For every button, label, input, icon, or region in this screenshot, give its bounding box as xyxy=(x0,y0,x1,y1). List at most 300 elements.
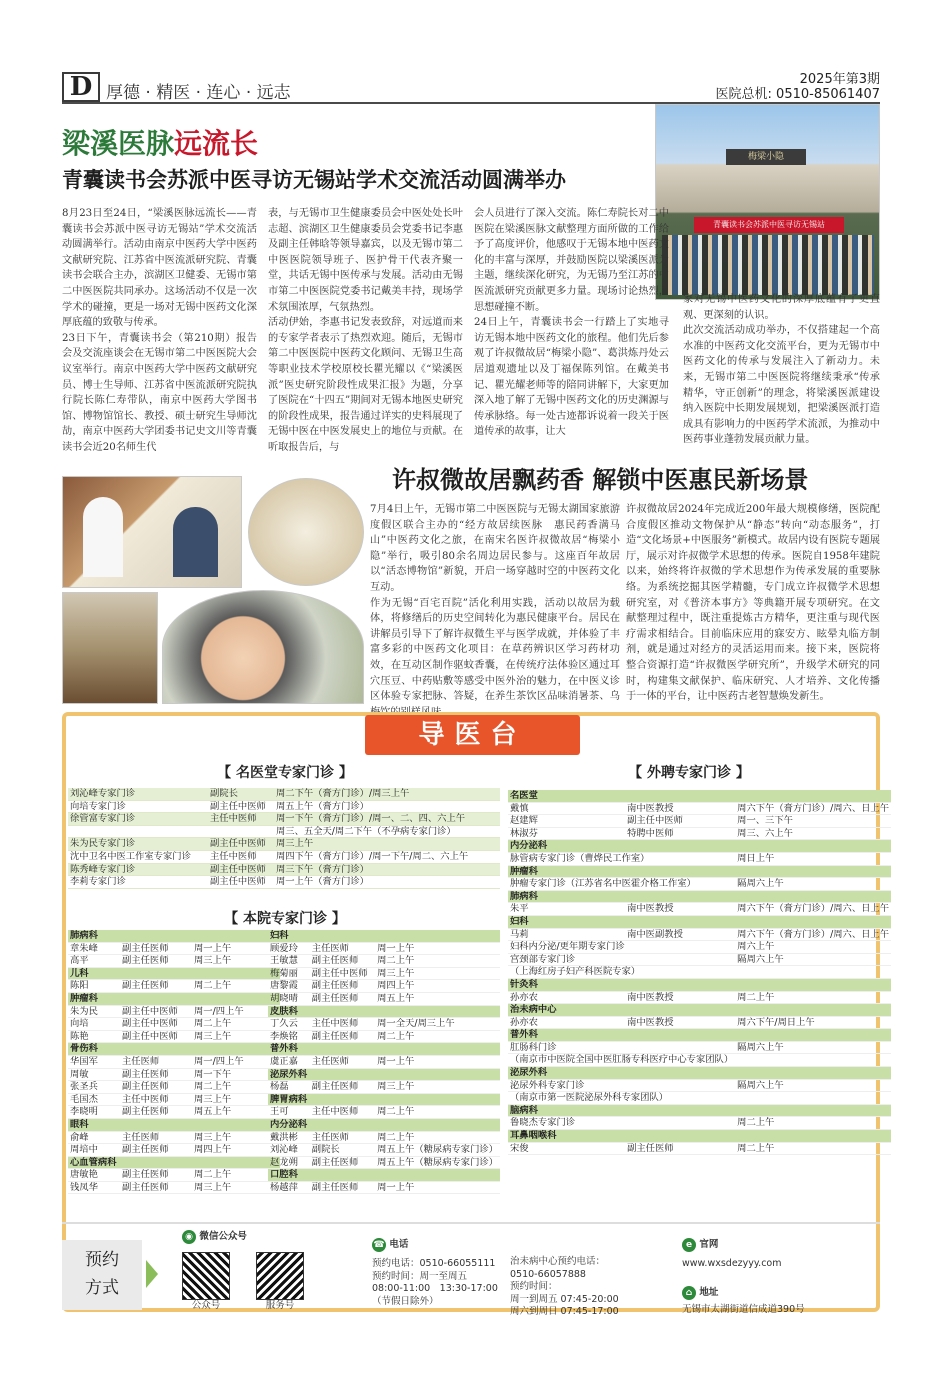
dept-name: 耳鼻咽喉科 xyxy=(508,1130,891,1143)
table-row xyxy=(268,1030,500,1043)
time-cell: 周四上午 xyxy=(375,980,500,993)
table-row xyxy=(68,1131,280,1144)
table-row xyxy=(508,928,891,941)
doctor-cell: 孙亦农 xyxy=(508,991,625,1004)
web-block xyxy=(682,1238,781,1271)
booking-label-1: 预约 xyxy=(85,1250,119,1270)
guide-title: 导医台 xyxy=(365,715,580,755)
time-cell: 周五上午（膏方门诊） xyxy=(274,800,500,813)
title-cell: 副主任中医师 xyxy=(208,876,274,889)
dept-row xyxy=(508,1130,891,1143)
article1-col1: 8月23日至24日，“梁溪医脉远流长——青囊读书会苏派中医寻访无锡站”学术交流活动圆满举行。活动由南京中医药大学中医药文献研究院、江苏省中医流派研究院、青囊读书会联合主办，滨湖区卫健委、无锡市第二中医医院共同承办。这场活动不仅是一次学术的碰撞，更是一场对无锡中医药文化深厚底蕴的致敬与传承。 23日下午，青囊读书会（第210期）报告会及交流座谈会在无锡市第二中医医院大会议室举行。南京中医药大学中医药文献研究员、博士生导师、江苏省中医流派研究院执行院长陈仁寿带队，南京中医药大学图书馆、博物馆馆长、教授、硕士研究生导师沈劼，南京中医药大学团委书记史文川等青囊读书会近20名师生代 xyxy=(62,208,257,453)
footer xyxy=(62,1222,880,1322)
time-cell: 周二上午 xyxy=(192,1018,280,1031)
gate-sign: 梅梁小隐 xyxy=(726,149,806,165)
time-cell xyxy=(735,966,891,979)
doctor-cell: 李焕铭 xyxy=(268,1030,310,1043)
dept-name: 普外科 xyxy=(268,1043,500,1056)
article1-title xyxy=(62,122,258,162)
phone-title: 电话 xyxy=(389,1239,409,1250)
phone-line: 08:00-11:00 13:30-17:00 xyxy=(372,1283,498,1294)
table-row xyxy=(68,955,280,968)
dept-row xyxy=(268,930,500,942)
photo-ear-therapy xyxy=(162,590,364,704)
table-row xyxy=(508,878,891,891)
dept-row xyxy=(508,978,891,991)
arrow-icon xyxy=(146,1260,158,1288)
table-row xyxy=(268,967,500,980)
dept-name: 皮肤科 xyxy=(268,1005,500,1018)
table-row xyxy=(68,1181,280,1194)
doctor-cell: 华国军 xyxy=(68,1055,120,1068)
photo-hall xyxy=(62,592,158,704)
time-cell: 周六下午（膏方门诊）/周六、日上午 xyxy=(737,928,890,940)
doctor-cell: 虞正嘉 xyxy=(268,1055,310,1068)
phone-line: 预约电话：0510-66055111 xyxy=(372,1258,496,1269)
doctor-cell: 肿瘤专家门诊（江苏省名中医霍介格工作室） xyxy=(508,878,735,891)
doctor-cell: 周培中 xyxy=(68,1144,120,1157)
title-cell: 副主任医师 xyxy=(120,1169,192,1182)
doctor-cell: 马莉 xyxy=(508,928,625,941)
wechat-title: 微信公众号 xyxy=(199,1231,247,1242)
title-cell: 副主任医师 xyxy=(310,980,375,993)
time-cell: 周六下午/周日上午 xyxy=(735,1016,891,1029)
title-cell: 副主任医师 xyxy=(310,955,375,968)
title-cell: 副主任医师 xyxy=(310,1081,375,1094)
time-cell: 周二上午 xyxy=(192,980,280,993)
table-row xyxy=(268,1144,500,1157)
article2-col2: 许叔微故居2024年完成近200年最大规模修缮，医院配合度假区推动文物保护从“静态”转向“动态服务”，打造“文化场景+中医服务”新模式。故居内设有医院专题展厅，展示对许叔微学术思想的传承。医院自1958年建院以来，始终将许叔微的学术思想作为传承发展的重要脉络。为系统挖掘其医学精髓，专门成立许叔微学术思想研究室，对《普济本事方》等典籍开展专项研究。在文献整理过程中，既注重提炼古方精华，更注重与现代医疗需求相结合。目前临床应用的寐安方、眩晕丸临方制剂，就是通过对经方的灵活运用而来。接下来，医院将整合资源打造“许叔微医学研究所”，升级学术研究的同时，构建集文献保护、临床研究、人才培养、文化传播于一体的平台，让中医药古老智慧焕发新生。 xyxy=(626,504,880,703)
title-cell: 副主任医师 xyxy=(120,1106,192,1119)
doctor-cell: 章朱峰 xyxy=(68,942,120,955)
table-row xyxy=(508,991,891,1004)
title-cell xyxy=(625,1041,735,1054)
dept-name: 儿科 xyxy=(68,967,280,980)
title-cell: 副主任医师 xyxy=(310,1030,375,1043)
table-row xyxy=(508,1142,891,1155)
doctor-cell: 杨越萍 xyxy=(268,1181,310,1194)
title-cell: 主任医师 xyxy=(120,1055,192,1068)
dept-row xyxy=(508,1004,891,1017)
mingyi-title: 【 名医堂专家门诊 】 xyxy=(217,765,353,781)
dept-row xyxy=(68,1043,280,1056)
title-cell: 副主任医师 xyxy=(310,1156,375,1169)
time-cell: 周二上午 xyxy=(375,955,500,968)
table-row xyxy=(68,1081,280,1094)
title-cell: 主任医师 xyxy=(310,1055,375,1068)
table-row xyxy=(508,1054,891,1067)
dept-row xyxy=(508,915,891,928)
booking-label xyxy=(62,1240,142,1310)
tcm-line: 周六到周日 07:45-17:00 xyxy=(510,1306,619,1317)
photo-clinic xyxy=(62,476,242,588)
dept-row xyxy=(268,1169,500,1182)
doctor-cell: 高平 xyxy=(68,955,120,968)
title-cell: 副主任中医师 xyxy=(625,815,735,828)
phone-lines xyxy=(372,1258,498,1308)
time-cell: 周三上午 xyxy=(192,1093,280,1106)
dept-row xyxy=(508,890,891,903)
dept-name: 骨伤科 xyxy=(68,1043,280,1056)
time-cell: 周三、五全天/周二下午（不孕病专家门诊） xyxy=(274,825,500,838)
time-cell: 隔周六上午 xyxy=(735,878,891,891)
issue-number: 2025年第3期 xyxy=(799,72,880,87)
dept-row xyxy=(268,1068,500,1081)
dept-name: 治未病中心 xyxy=(508,1004,891,1017)
doctor-cell: 杨磊 xyxy=(268,1081,310,1094)
waipin-table xyxy=(508,790,891,1155)
time-cell: 周三上午 xyxy=(375,967,500,980)
dept-name: 内分泌科 xyxy=(268,1118,500,1131)
issue-info xyxy=(716,72,880,102)
doctor-cell: 赵建辉 xyxy=(508,815,625,828)
doctor-cell: 朱为民专家门诊 xyxy=(68,838,208,851)
dept-row xyxy=(68,930,280,942)
doctor-cell: 王敏慧 xyxy=(268,955,310,968)
group-banner: 青囊读书会苏派中医寻访无锡站 xyxy=(694,217,844,233)
dept-row xyxy=(68,1118,280,1131)
time-cell: 周三、六上午 xyxy=(735,827,891,840)
doctor-cell: 周敏 xyxy=(68,1068,120,1081)
dept-row xyxy=(268,1118,500,1131)
table-row xyxy=(68,825,500,838)
title-cell: 副主任中医师 xyxy=(120,1030,192,1043)
doctor-cell: 李晓明 xyxy=(68,1106,120,1119)
time-cell: 周三下午（膏方门诊） xyxy=(274,863,500,876)
time-cell: 周三上午 xyxy=(192,1131,280,1144)
doctor-cell: 毛国杰 xyxy=(68,1093,120,1106)
title-cell: 副主任医师 xyxy=(120,1081,192,1094)
table-row xyxy=(68,1106,280,1119)
table-row xyxy=(508,953,891,966)
time-cell: 周二下午（膏方门诊）/周三上午 xyxy=(274,788,500,800)
title-cell: 副主任医师 xyxy=(120,955,192,968)
time-cell: 周四上午 xyxy=(192,1144,280,1157)
time-cell: 周二上午 xyxy=(735,991,891,1004)
title-cell: 副主任中医师 xyxy=(208,863,274,876)
article1-subtitle: 青囊读书会苏派中医寻访无锡站学术交流活动圆满举办 xyxy=(62,167,566,192)
doctor-cell: 鲁晓杰专家门诊 xyxy=(508,1117,735,1130)
table-row xyxy=(68,876,500,889)
title-cell: 副主任医师 xyxy=(120,980,192,993)
title-cell: 南中医教授 xyxy=(625,991,735,1004)
dept-row xyxy=(68,967,280,980)
dept-row xyxy=(268,1005,500,1018)
doctor-cell: 胡晓晴 xyxy=(268,992,310,1005)
doctor-cell: 戴洪彬 xyxy=(268,1131,310,1144)
time-cell: 周一上午 xyxy=(375,1181,500,1194)
tcm-lines xyxy=(510,1256,619,1319)
dept-name: 眼科 xyxy=(68,1118,280,1131)
title-cell: 主任中医师 xyxy=(310,1106,375,1119)
dept-name: 妇科 xyxy=(268,930,500,942)
time-cell: 周一上午 xyxy=(375,942,500,955)
doctor-cell: 陈阳 xyxy=(68,980,120,993)
hospital-phone: 医院总机: 0510-85061407 xyxy=(715,87,880,102)
doctor-cell: 向培专家门诊 xyxy=(68,800,208,813)
wechat-icon: ◉ xyxy=(182,1230,196,1244)
table-row xyxy=(68,980,280,993)
wechat-block xyxy=(182,1230,304,1313)
table-row xyxy=(268,1131,500,1144)
waipin-title: 【 外聘专家门诊 】 xyxy=(628,765,750,781)
doctor-cell: 顾爱玲 xyxy=(268,942,310,955)
time-cell: 周一/四上午 xyxy=(192,1005,280,1018)
phone-line: （节假日除外） xyxy=(372,1295,439,1307)
dept-row xyxy=(268,1093,500,1106)
doctor-cell: 梅菊丽 xyxy=(268,967,310,980)
doctor-cell: （南京市第一医院泌尿外科专家团队） xyxy=(508,1092,735,1105)
time-cell: 周一/四上午 xyxy=(192,1055,280,1068)
doctor-cell: 王可 xyxy=(268,1106,310,1119)
title-cell: 主任中医师 xyxy=(208,850,274,863)
tcm-line: 周一到周五 07:45-20:00 xyxy=(510,1293,619,1305)
time-cell: 隔周六上午 xyxy=(735,1041,891,1054)
table-row xyxy=(268,1156,500,1169)
title-cell: 副主任中医师 xyxy=(208,800,274,813)
photo-exhibit xyxy=(248,478,364,586)
table-row xyxy=(268,1181,500,1194)
time-cell: 周五上午 xyxy=(375,992,500,1005)
addr-text: 无锡市太湖街道信成道390号 xyxy=(682,1304,805,1315)
title-cell: 南中医教授 xyxy=(625,903,735,916)
dept-row xyxy=(508,840,891,853)
title-cell xyxy=(208,825,274,838)
table-row xyxy=(68,800,500,813)
time-cell: 周一下午（膏方门诊）/周一、二、四、六上午 xyxy=(274,813,500,826)
doctor-cell: 俞峰 xyxy=(68,1131,120,1144)
doctor-cell: 孙亦农 xyxy=(508,1016,625,1029)
web-title: 官网 xyxy=(699,1239,719,1250)
title-cell: 副主任医师 xyxy=(625,1142,735,1155)
table-row xyxy=(268,1018,500,1031)
title-cell: 主任医师 xyxy=(310,942,375,955)
time-cell xyxy=(735,1054,891,1067)
article2-col1: 7月4日上午，无锡市第二中医医院与无锡太湖国家旅游度假区联合主办的“经方故居续医脉 惠民药香满马山”中医药文化之旅，在南宋名医许叔微故居“梅梁小隐”举行，吸引80余名周边居民参与。这座百年故居以“活态博物馆”新貌，开启一场穿越时空的中医药文化互动。 作为无锡“百宅百院”活化利用实践，活动以故居为载体，将修缮后的历史空间转化为惠民健康平台。居民在讲解员引导下了解许叔微生平与医学成就，并体验了丰富多彩的中医药文化项目：在草药辨识区学习药材功效，在互动区制作驱蚊香囊，在传统疗法体验区通过耳穴压豆、中药贴敷等感受中医外治的魅力，在中医义诊区体验专家把脉、答疑，在养生茶饮区品味消暑茶、乌 xyxy=(370,504,620,703)
time-cell: 隔周六上午 xyxy=(735,1079,891,1092)
title-cell: 副主任中医师 xyxy=(310,967,375,980)
dept-name: 名医堂 xyxy=(508,790,891,802)
title-green: 梁溪医脉 xyxy=(62,127,175,160)
table-row xyxy=(268,1106,500,1119)
table-row xyxy=(68,850,500,863)
doctor-cell: 宫颈部专家门诊 xyxy=(508,953,735,966)
doctor-cell: 陈秀峰专家门诊 xyxy=(68,863,208,876)
time-cell: 周二上午 xyxy=(375,1030,500,1043)
article2-title: 许叔微故居飘药香 解锁中医惠民新场景 xyxy=(392,465,809,494)
time-cell: 周二上午 xyxy=(735,1117,891,1130)
title-cell: 副主任医师 xyxy=(120,942,192,955)
table-row xyxy=(68,1018,280,1031)
table-row xyxy=(508,1117,891,1130)
table-row xyxy=(268,1081,500,1094)
time-cell: 周二上午 xyxy=(375,1106,500,1119)
time-cell: 周四下午（膏方门诊）/周一下午/周二、六上午 xyxy=(274,850,500,863)
table-row xyxy=(68,1030,280,1043)
article1-col2: 表，与无锡市卫生健康委员会中医处处长叶志超、滨湖区卫生健康委员会党委书记李惠及副主任韩晗等领导嘉宾，以及无锡市第二中医医院领导班子、医护骨干代表齐聚一堂，共话无锡中医传承与发展。活动由无锡市第二中医医院党委书记戴美丰持，现场学术氛围浓厚，气氛热烈。 活动伊始，李惠书记发表致辞，对远道而来的专家学者表示了热烈欢迎。随后，无锡市第二中医医院中医药文化顾问、无锡卫生高等职业技术学校原校长瞿光耀以《“梁溪医派”医史研究阶段性成果汇报》为题，分享了医院在“十四五”期间对无锡本地医史研究的阶段性成果，报告通过详实的史料展现了无锡中医在中医发展史上的地位与贡献。在听取报告后，与 xyxy=(268,208,463,453)
phone-line: 预约时间：周一至周五 xyxy=(372,1270,468,1282)
title-cell: 南中医教授 xyxy=(625,802,735,815)
tcm-line: 预约时间： xyxy=(510,1281,558,1292)
time-cell: 周一上午 xyxy=(375,1055,500,1068)
time-cell: 周六上午 xyxy=(735,941,891,954)
dept-name: 肺病科 xyxy=(508,890,891,903)
qr-official-label: 公众号 xyxy=(191,1300,221,1311)
table-row xyxy=(68,1005,280,1018)
time-cell: 周一上午（膏方门诊） xyxy=(274,876,500,889)
qr-service[interactable] xyxy=(256,1252,304,1300)
doctor-cell: 脉管病专家门诊（曹烨民工作室） xyxy=(508,852,735,865)
table-row xyxy=(68,813,500,826)
dept-row xyxy=(508,1104,891,1117)
dept-row xyxy=(68,1156,280,1169)
phone-icon: ☎ xyxy=(373,1240,385,1250)
time-cell: 周六下午（膏方门诊）/周六、日上午 xyxy=(737,802,890,814)
benyuan-right-table xyxy=(268,930,500,1194)
title-cell: 南中医副教授 xyxy=(625,928,735,941)
dept-name: 肿瘤科 xyxy=(508,865,891,878)
dept-name: 妇科 xyxy=(508,915,891,928)
dept-name: 内分泌科 xyxy=(508,840,891,853)
title-cell: 南中医教授 xyxy=(625,1016,735,1029)
time-cell: 周一上午 xyxy=(192,942,280,955)
doctor-cell: 朱为民 xyxy=(68,1005,120,1018)
dept-name: 脾胃病科 xyxy=(268,1093,500,1106)
benyuan-title: 【 本院专家门诊 】 xyxy=(224,911,346,927)
time-cell: 周五上午（糖尿病专家门诊） xyxy=(377,1156,498,1168)
time-cell: 周一全天/周三上午 xyxy=(375,1018,500,1031)
title-cell: 副主任中医师 xyxy=(120,1005,192,1018)
time-cell: 周三上午 xyxy=(192,955,280,968)
doctor-cell: 刘沁峰 xyxy=(268,1144,310,1157)
article1-col3: 会人员进行了深入交流。陈仁寿院长对二中医院在梁溪医脉文献整理方面所做的工作给予了高度评价，他感叹于无锡本地中医药文化的丰富与深厚，并鼓励医院以梁溪医派为主题，继续深化研究，为无锡乃至江苏的中医流派研究贡献更多力量。现场讨论热烈，思想碰撞不断。 24日上午，青囊读书会一行踏上了实地寻访无锡本地中医药文化的旅程。他们先后参观了许叔微故居“梅梁小隐”、葛洪炼丹处云居道观遗址以及丁福保陈列馆。在戴美书记、瞿光耀老师等的陪同讲解下，大家更加深入地了解了无锡中医药文化的历史渊源与传承脉络。每一处古迹都诉说着一段关于医道传承的故事，让大 xyxy=(474,208,669,438)
time-cell: 周五上午 xyxy=(192,1106,280,1119)
benyuan-right-wrap xyxy=(268,930,500,1194)
table-row xyxy=(508,852,891,865)
doctor-cell: 丁久云 xyxy=(268,1018,310,1031)
waipin-wrap xyxy=(508,790,890,1155)
dept-name: 泌尿外科 xyxy=(268,1068,500,1081)
title-cell: 特聘中医师 xyxy=(625,827,735,840)
table-row xyxy=(68,1068,280,1081)
phone-block xyxy=(372,1238,498,1308)
dept-row xyxy=(68,992,280,1005)
web-icon: e xyxy=(682,1238,696,1252)
addr-title: 地址 xyxy=(699,1287,719,1298)
dept-row xyxy=(508,1067,891,1080)
doctor-cell: 赵龙朔 xyxy=(268,1156,310,1169)
dept-name: 肿瘤科 xyxy=(68,992,280,1005)
doctor-cell: 刘沁峰专家门诊 xyxy=(68,788,208,800)
title-cell: 副主任医师 xyxy=(310,992,375,1005)
dept-name: 心血管病科 xyxy=(68,1156,280,1169)
section-letter: D xyxy=(62,72,100,102)
time-cell: 周三上午 xyxy=(274,838,500,851)
article1-group-photo xyxy=(655,104,880,300)
time-cell: 周日上午 xyxy=(735,852,891,865)
title-cell: 副主任中医师 xyxy=(208,838,274,851)
title-cell: 主任中医师 xyxy=(208,813,274,826)
dept-name: 口腔科 xyxy=(268,1169,500,1182)
doctor-cell: 朱平 xyxy=(508,903,625,916)
table-row xyxy=(68,942,280,955)
dept-name: 泌尿外科 xyxy=(508,1067,891,1080)
title-red: 远流长 xyxy=(174,127,259,160)
mingyi-table-wrap xyxy=(68,788,500,889)
title-cell: 主任医师 xyxy=(120,1131,192,1144)
time-cell: 周二上午 xyxy=(192,1169,280,1182)
table-row xyxy=(508,827,891,840)
table-row xyxy=(68,863,500,876)
table-row xyxy=(508,1016,891,1029)
dept-name: 脑病科 xyxy=(508,1104,891,1117)
doctor-cell: （上海红房子妇产科医院专家） xyxy=(508,966,735,979)
dept-row xyxy=(508,790,891,802)
doctor-cell: （南京市中医院全国中医肛肠专科医疗中心专家团队） xyxy=(510,1054,734,1066)
table-row xyxy=(508,966,891,979)
mingyi-table xyxy=(68,788,500,889)
time-cell: 隔周六上午 xyxy=(735,953,891,966)
table-row xyxy=(268,1055,500,1068)
table-row xyxy=(268,992,500,1005)
title-cell: 副院长 xyxy=(310,1144,375,1157)
doctor-cell: 唐黎霞 xyxy=(268,980,310,993)
dept-name: 针灸科 xyxy=(508,978,891,991)
qr-service-label: 服务号 xyxy=(265,1300,295,1311)
table-row xyxy=(68,1093,280,1106)
time-cell: 周三上午 xyxy=(192,1181,280,1194)
table-row xyxy=(268,942,500,955)
title-cell: 副主任医师 xyxy=(120,1144,192,1157)
doctor-cell: 向培 xyxy=(68,1018,120,1031)
table-row xyxy=(268,955,500,968)
time-cell: 周三上午 xyxy=(192,1030,280,1043)
doctor-cell: 徐管富专家门诊 xyxy=(68,813,208,826)
title-cell: 副主任医师 xyxy=(120,1068,192,1081)
benyuan-left-wrap xyxy=(68,930,280,1194)
time-cell: 周二上午 xyxy=(735,1142,891,1155)
table-row xyxy=(68,838,500,851)
doctor-cell: 钱凤华 xyxy=(68,1181,120,1194)
dept-name: 肺病科 xyxy=(68,930,280,942)
time-cell: 周一下午 xyxy=(192,1068,280,1081)
page-header xyxy=(62,66,880,104)
title-cell: 副院长 xyxy=(208,788,274,800)
time-cell: 周一、三下午 xyxy=(735,815,891,828)
title-cell: 主任医师 xyxy=(310,1131,375,1144)
table-row xyxy=(508,941,891,954)
qr-official[interactable] xyxy=(182,1252,230,1300)
table-row xyxy=(508,815,891,828)
doctor-cell: 泌尿外科专家门诊 xyxy=(508,1079,735,1092)
article1-col4: 家对无锡中医药文化的深厚底蕴有了更直观、更深刻的认识。 此次交流活动成功举办，不仅搭建起一个高水准的中医药文化交流平台，更为无锡市中医药文化的传承与发展注入了新动力。未来，无锡市第二中医医院将继续秉承“传承精华，守正创新”的理念，将梁溪医派建设纳入医院中长期发展规划，把梁溪医派打造成具有影响力的中医药学术流派，为推动中医药事业蓬勃发展贡献力量。 xyxy=(683,294,880,446)
doctor-cell xyxy=(68,825,208,838)
dept-row xyxy=(508,1029,891,1042)
title-cell: 主任中医师 xyxy=(310,1018,375,1031)
title-cell: 副主任中医师 xyxy=(120,1018,192,1031)
web-url[interactable]: www.wxsdezyyy.com xyxy=(682,1258,782,1269)
table-row xyxy=(508,1079,891,1092)
table-row xyxy=(508,802,891,815)
title-cell: 副主任医师 xyxy=(120,1181,192,1194)
dept-row xyxy=(268,1043,500,1056)
doctor-cell: 沈中卫名中医工作室专家门诊 xyxy=(68,850,208,863)
addr-block xyxy=(682,1286,805,1317)
doctor-cell: 唐敏艳 xyxy=(68,1169,120,1182)
title-cell: 主任中医师 xyxy=(120,1093,192,1106)
hospital-motto: 厚德 · 精医 · 连心 · 远志 xyxy=(106,83,291,103)
tcm-line: 治未病中心预约电话： xyxy=(510,1256,606,1267)
